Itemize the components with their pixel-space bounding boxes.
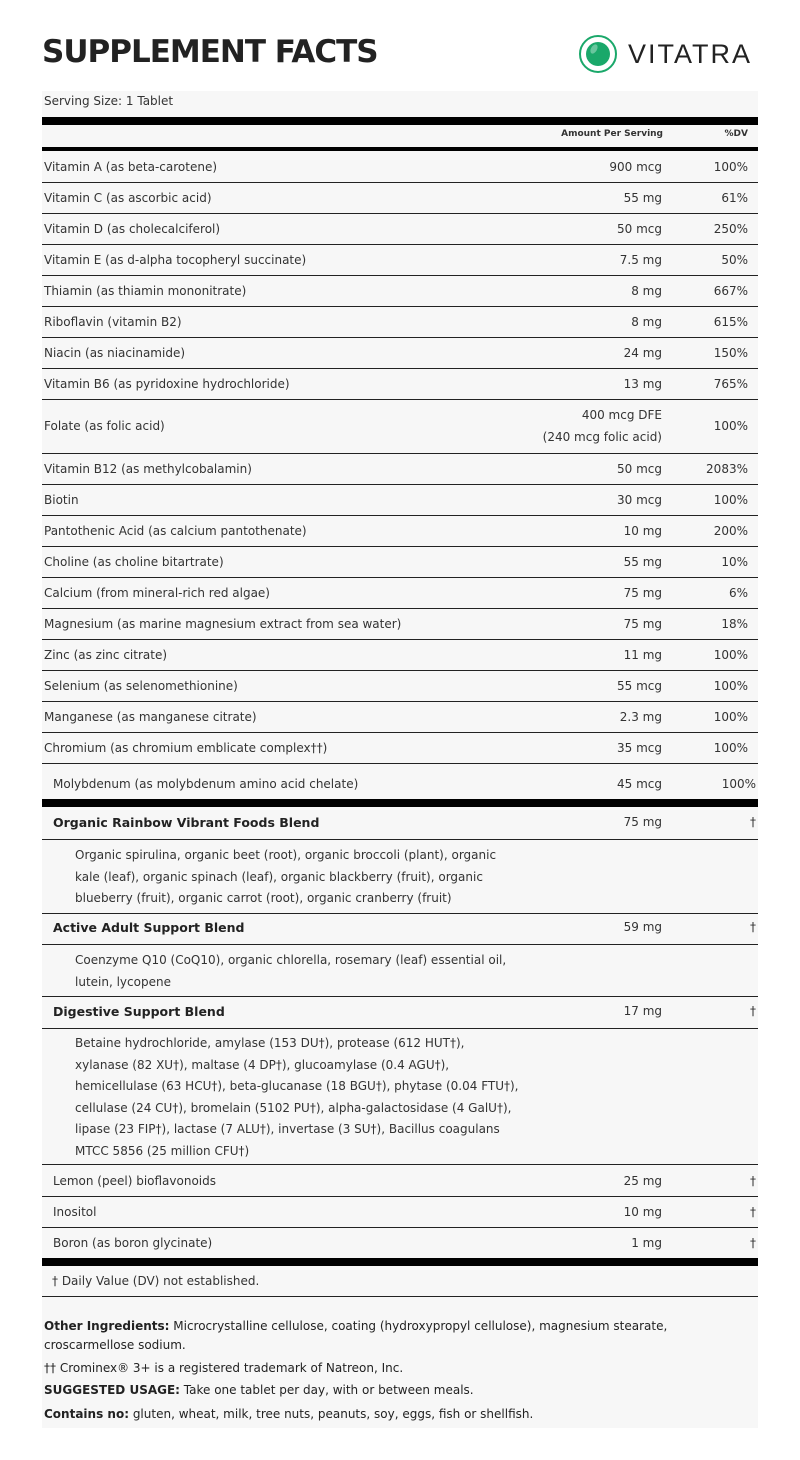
- ingredient-name: Inositol: [53, 1205, 97, 1219]
- nutrient-name: Folate (as folic acid): [44, 419, 165, 433]
- contains-no: [44, 1405, 744, 1424]
- contains-no-text: gluten, wheat, milk, tree nuts, peanuts, soy, eggs, fish or shellfish.: [129, 1407, 534, 1421]
- blend-amount: 59 mg: [623, 920, 662, 934]
- nutrient-row: [42, 485, 758, 516]
- nutrient-amount: 24 mg: [623, 346, 662, 360]
- nutrient-amount: 45 mcg: [617, 777, 662, 791]
- other-ingredients: [44, 1317, 744, 1355]
- nutrient-row: [42, 702, 758, 733]
- blend-divider: [42, 944, 758, 945]
- nutrient-dv: 18%: [721, 617, 748, 631]
- blend-ingredients: Organic spirulina, organic beet (root), organic broccoli (plant), organic kale (leaf), organic spinach (leaf), organic blackberry (fruit), organic blueberry (fruit), organic carrot (root), organic cranberry (fruit): [75, 848, 497, 905]
- nutrient-amount-detail: (240 mcg folic acid): [542, 430, 662, 444]
- dv-header: %DV: [724, 129, 748, 139]
- nutrient-name: Chromium (as chromium emblicate complex††): [44, 741, 328, 755]
- blend-divider: [42, 1164, 758, 1165]
- ingredient-row: [42, 1197, 758, 1228]
- nutrient-dv: 250%: [713, 222, 748, 236]
- nutrient-amount: 55 mcg: [617, 679, 662, 693]
- nutrient-dv: 100%: [713, 679, 748, 693]
- blend-dv: †: [750, 920, 756, 934]
- contains-no-label: Contains no:: [44, 1407, 129, 1421]
- nutrient-amount: 55 mg: [623, 191, 662, 205]
- blend-row: [42, 997, 758, 1027]
- nutrient-dv: 100%: [721, 777, 756, 791]
- header-rule: [42, 147, 758, 151]
- suggested-usage-text: Take one tablet per day, with or between meals.: [179, 1383, 474, 1397]
- nutrient-amount: 400 mcg DFE: [581, 408, 662, 422]
- nutrient-name: Vitamin C (as ascorbic acid): [44, 191, 212, 205]
- nutrient-amount: 8 mg: [631, 284, 662, 298]
- nutrient-row: [42, 733, 758, 764]
- nutrient-name: Biotin: [44, 493, 79, 507]
- nutrient-dv: 10%: [721, 555, 748, 569]
- ingredient-amount: 1 mg: [631, 1236, 662, 1250]
- nutrient-dv: 100%: [713, 160, 748, 174]
- ingredient-name: Boron (as boron glycinate): [53, 1236, 213, 1250]
- nutrient-name: Vitamin B6 (as pyridoxine hydrochloride): [44, 377, 290, 391]
- nutrient-row: [42, 245, 758, 276]
- nutrient-dv: 6%: [728, 586, 748, 600]
- blend-rule: [42, 799, 758, 807]
- nutrient-dv: 100%: [713, 419, 748, 433]
- nutrient-name: Vitamin E (as d-alpha tocopheryl succinate): [44, 253, 307, 267]
- nutrient-dv: 100%: [713, 710, 748, 724]
- nutrient-amount: 50 mcg: [617, 222, 662, 236]
- nutrient-dv: 100%: [713, 741, 748, 755]
- nutrient-dv: 100%: [713, 648, 748, 662]
- blend-divider: [42, 1028, 758, 1029]
- nutrient-amount: 900 mcg: [609, 160, 662, 174]
- ingredient-dv: †: [750, 1236, 756, 1250]
- blend-ingredients: Betaine hydrochloride, amylase (153 DU†), protease (612 HUT†), xylanase (82 XU†), maltase (4 DP†), glucoamylase (0.4 AGU†), hemicellulase (63 HCU†), beta-glucanase (18 BGU†), phytase (0.04 FTU†), cellulase (24 CU†), bromelain (5102 PU†), alpha-galactosidase (4 GalU†), lipase (23 FIP†), lactase (7 ALU†), invertase (3 SU†), Bacillus coagulans MTCC 5856 (25 million CFU†): [75, 1036, 519, 1158]
- nutrient-row: [42, 214, 758, 245]
- blend-amount: 75 mg: [623, 815, 662, 829]
- dv-footnote: † Daily Value (DV) not established.: [52, 1274, 260, 1288]
- nutrient-dv: 200%: [713, 524, 748, 538]
- nutrient-name: Riboflavin (vitamin B2): [44, 315, 182, 329]
- ingredient-dv: †: [750, 1174, 756, 1188]
- blend-dv: †: [750, 1004, 756, 1018]
- nutrient-row: [42, 338, 758, 369]
- blend-amount: 17 mg: [623, 1004, 662, 1018]
- nutrient-row: [42, 307, 758, 338]
- vitatra-logo-icon: [578, 34, 618, 74]
- other-ingredients-label: Other Ingredients:: [44, 1319, 170, 1333]
- ingredient-amount: 25 mg: [623, 1174, 662, 1188]
- blend-divider: [42, 839, 758, 840]
- blend-row: [42, 808, 758, 838]
- nutrient-row: [42, 400, 758, 454]
- nutrient-name: Choline (as choline bitartrate): [44, 555, 224, 569]
- nutrient-row: [42, 152, 758, 183]
- brand-logo: [578, 34, 752, 74]
- nutrient-name: Calcium (from mineral-rich red algae): [44, 586, 270, 600]
- blend-dv: †: [750, 815, 756, 829]
- blend-name: Active Adult Support Blend: [53, 920, 245, 935]
- footnote-divider: [42, 1296, 758, 1297]
- nutrient-amount: 7.5 mg: [619, 253, 662, 267]
- nutrient-row: [42, 276, 758, 307]
- trademark-note: [44, 1359, 744, 1378]
- nutrient-amount: 75 mg: [623, 586, 662, 600]
- ingredient-name: Lemon (peel) bioflavonoids: [53, 1174, 217, 1188]
- page-title: SUPPLEMENT FACTS: [42, 34, 378, 70]
- nutrient-row: [42, 516, 758, 547]
- nutrient-row: [42, 183, 758, 214]
- nutrient-amount: 30 mcg: [617, 493, 662, 507]
- nutrient-row: [42, 369, 758, 400]
- nutrient-name: Pantothenic Acid (as calcium pantothenate): [44, 524, 307, 538]
- suggested-usage-label: SUGGESTED USAGE:: [44, 1383, 180, 1397]
- serving-size: Serving Size: 1 Tablet: [44, 94, 174, 108]
- nutrient-name: Niacin (as niacinamide): [44, 346, 186, 360]
- nutrient-name: Manganese (as manganese citrate): [44, 710, 257, 724]
- nutrient-name: Molybdenum (as molybdenum amino acid chelate): [53, 777, 359, 791]
- nutrient-name: Vitamin B12 (as methylcobalamin): [44, 462, 252, 476]
- nutrient-row: [42, 547, 758, 578]
- nutrient-dv: 100%: [713, 493, 748, 507]
- ingredient-row: [42, 1228, 758, 1259]
- other-ingredients-text: Microcrystalline cellulose, coating (hydroxypropyl cellulose), magnesium stearate, croscarmellose sodium.: [44, 1319, 668, 1352]
- nutrient-row: [42, 640, 758, 671]
- nutrient-name: Magnesium (as marine magnesium extract from sea water): [44, 617, 402, 631]
- nutrient-dv: 667%: [713, 284, 748, 298]
- blend-name: Organic Rainbow Vibrant Foods Blend: [53, 815, 320, 830]
- nutrient-amount: 35 mcg: [617, 741, 662, 755]
- trademark-note-text: †† Crominex® 3+ is a registered trademark of Natreon, Inc.: [44, 1361, 404, 1375]
- nutrient-row: [42, 578, 758, 609]
- nutrient-row: [42, 609, 758, 640]
- nutrient-amount: 10 mg: [623, 524, 662, 538]
- brand-name: VITATRA: [628, 38, 753, 69]
- nutrient-name: Thiamin (as thiamin mononitrate): [44, 284, 247, 298]
- bottom-rule: [42, 1258, 758, 1266]
- ingredient-row: [42, 1166, 758, 1197]
- suggested-usage: [44, 1381, 744, 1400]
- nutrient-amount: 50 mcg: [617, 462, 662, 476]
- ingredient-amount: 10 mg: [623, 1205, 662, 1219]
- nutrient-amount: 2.3 mg: [619, 710, 662, 724]
- nutrient-row: [42, 769, 758, 800]
- nutrient-row: [42, 671, 758, 702]
- nutrient-amount: 55 mg: [623, 555, 662, 569]
- row-divider: [42, 763, 758, 764]
- nutrient-name: Selenium (as selenomethionine): [44, 679, 238, 693]
- nutrient-amount: 13 mg: [623, 377, 662, 391]
- amount-header: Amount Per Serving: [561, 129, 663, 139]
- nutrient-dv: 615%: [713, 315, 748, 329]
- nutrient-name: Vitamin D (as cholecalciferol): [44, 222, 221, 236]
- blend-name: Digestive Support Blend: [53, 1004, 225, 1019]
- nutrient-dv: 765%: [713, 377, 748, 391]
- nutrient-row: [42, 454, 758, 485]
- nutrient-amount: 8 mg: [631, 315, 662, 329]
- nutrient-dv: 150%: [713, 346, 748, 360]
- nutrient-dv: 61%: [721, 191, 748, 205]
- nutrient-amount: 11 mg: [623, 648, 662, 662]
- nutrient-name: Zinc (as zinc citrate): [44, 648, 168, 662]
- ingredient-dv: †: [750, 1205, 756, 1219]
- nutrient-name: Vitamin A (as beta-carotene): [44, 160, 218, 174]
- nutrient-dv: 50%: [721, 253, 748, 267]
- blend-ingredients: Coenzyme Q10 (CoQ10), organic chlorella, rosemary (leaf) essential oil, lutein, lycopene: [75, 953, 507, 989]
- blend-row: [42, 913, 758, 943]
- nutrient-dv: 2083%: [706, 462, 748, 476]
- top-rule: [42, 117, 758, 125]
- nutrient-amount: 75 mg: [623, 617, 662, 631]
